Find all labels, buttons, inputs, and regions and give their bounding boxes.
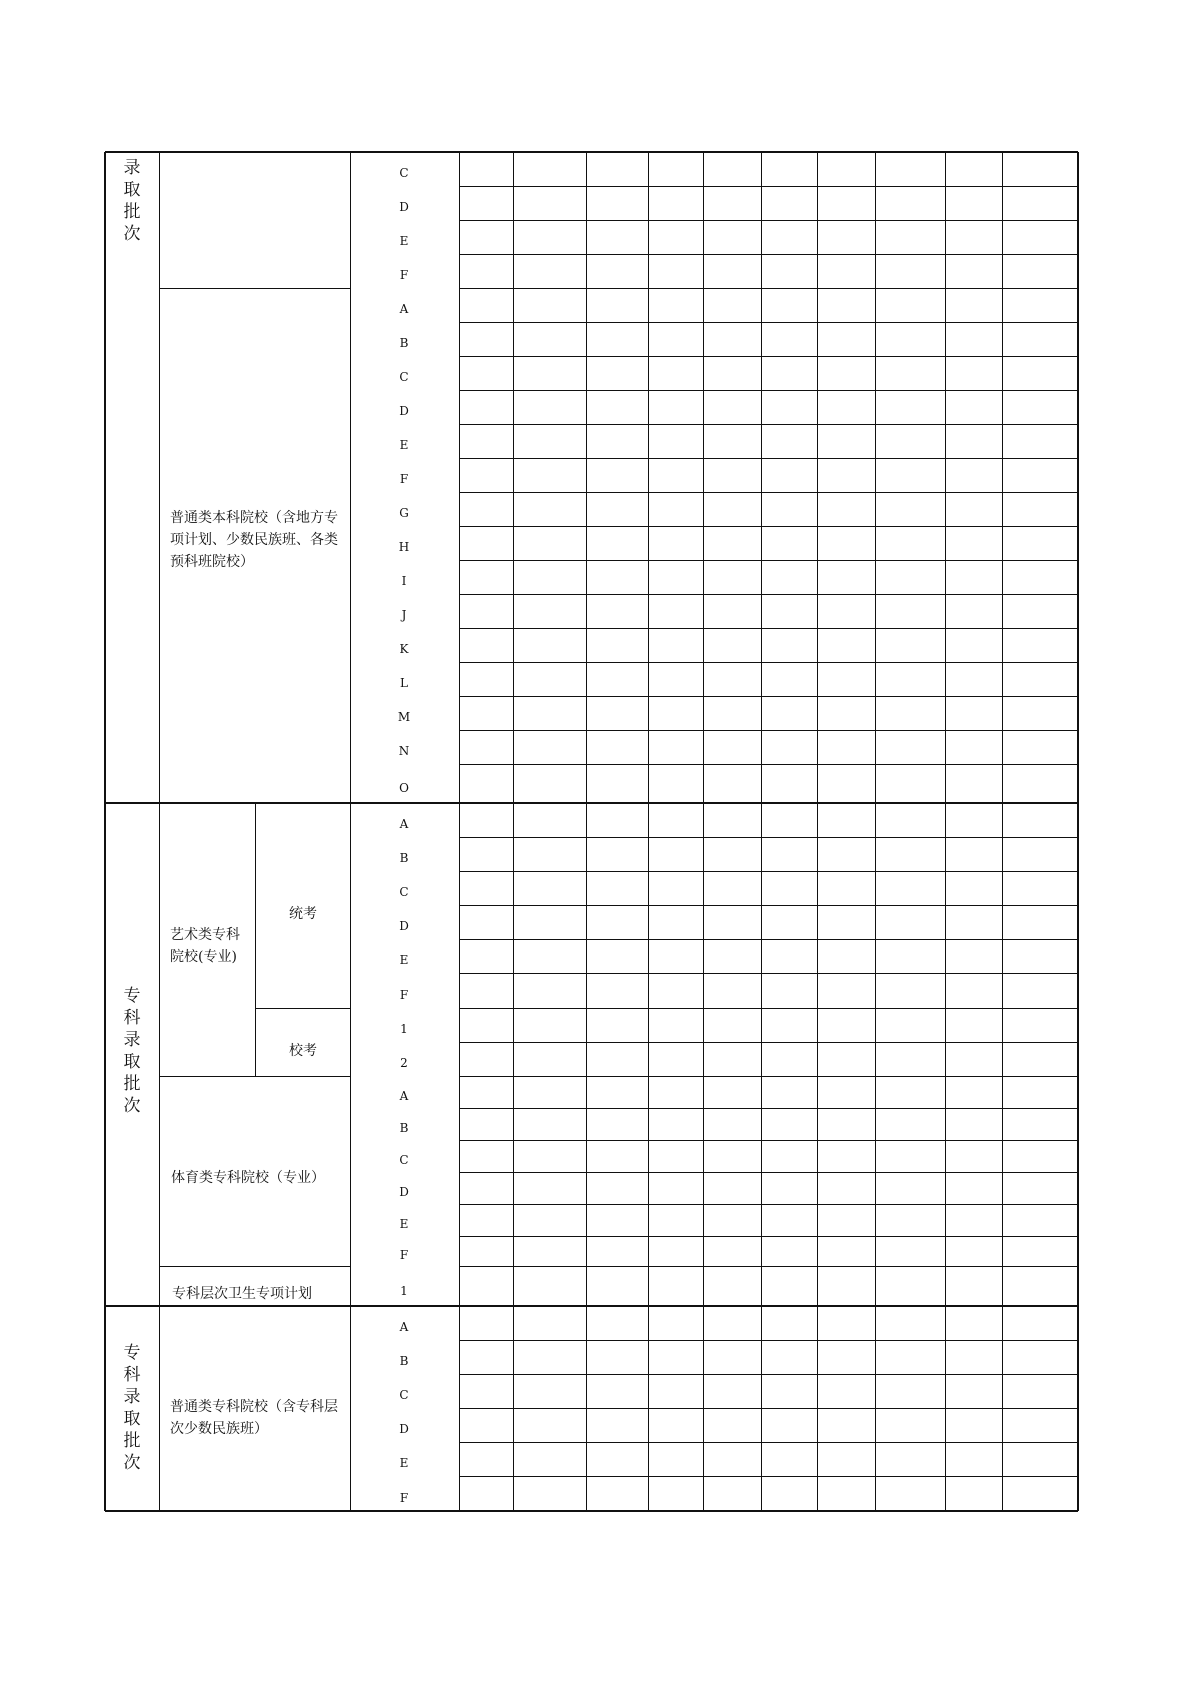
row-border [159,1266,350,1267]
code-cell: B [399,1354,409,1369]
code-cell: E [399,438,409,453]
section-title-char: 科 [123,1008,141,1028]
section-title-char: 专 [123,1343,141,1363]
row-border [459,1172,1078,1173]
row-border [159,1076,350,1077]
row-border [459,1408,1078,1409]
subgroup-label: 统考 [289,906,317,922]
code-cell: E [399,234,409,249]
row-border [459,837,1078,838]
section-title-char: 科 [123,1365,141,1385]
code-cell: N [398,744,410,759]
row-border [459,696,1078,697]
section-title-char: 专 [123,986,141,1006]
row-border [459,628,1078,629]
section-title-char: 次 [123,1453,141,1473]
row-border [459,1442,1078,1443]
row-border [459,1266,1078,1267]
row-border [459,458,1078,459]
row-border [459,322,1078,323]
row-border [105,1305,1078,1307]
group-label: 体育类专科院校（专业） [171,1170,325,1186]
section-title-char: 取 [123,1052,141,1072]
section-title-char: 录 [123,158,141,178]
code-cell: E [399,1216,409,1231]
row-border [255,1008,350,1009]
row-border [459,594,1078,595]
row-border [459,1340,1078,1341]
row-border [459,973,1078,974]
row-border [459,492,1078,493]
code-cell: I [401,574,407,589]
row-border [459,390,1078,391]
code-cell: H [398,540,410,555]
code-cell: B [399,851,409,866]
code-cell: K [399,642,409,657]
code-cell: D [399,200,409,215]
code-cell: A [399,1088,409,1103]
code-cell: F [399,268,409,283]
code-cell: E [399,953,409,968]
row-border [459,220,1078,221]
section-title-char: 批 [123,1074,141,1094]
code-cell: D [399,404,409,419]
code-cell: O [399,781,409,796]
section-title-char: 录 [123,1030,141,1050]
row-border [459,905,1078,906]
row-border [459,1236,1078,1237]
row-border [459,1204,1078,1205]
section-title-char: 批 [123,202,141,222]
group-label: 专科层次卫生专项计划 [172,1286,312,1302]
section-title-char: 取 [123,1409,141,1429]
code-cell: F [399,1247,409,1262]
section-title-char: 次 [123,224,141,244]
row-border [459,1008,1078,1009]
row-border [459,560,1078,561]
row-border [459,1108,1078,1109]
code-cell: C [399,1152,409,1167]
code-cell: M [397,710,411,725]
row-border [459,186,1078,187]
code-cell: 2 [400,1056,408,1071]
group-label: 普通类本科院校（含地方专项计划、少数民族班、各类预科班院校） [170,510,338,570]
row-border [459,1076,1078,1077]
row-border [459,424,1078,425]
row-border [459,1511,1078,1512]
column-border [104,152,106,1511]
code-cell: D [399,919,409,934]
code-cell: F [399,472,409,487]
code-cell: C [399,1388,409,1403]
column-border [255,803,256,1076]
row-border [459,356,1078,357]
code-cell: 1 [400,1022,408,1037]
code-cell: A [399,1320,409,1335]
row-border [105,802,1078,804]
row-border [459,1140,1078,1141]
section-title-char: 次 [123,1096,141,1116]
code-cell: A [399,302,409,317]
group-label: 艺术类专科院校(专业) [170,927,240,965]
code-cell: B [399,1120,409,1135]
code-cell: C [399,370,409,385]
code-cell: J [401,608,407,623]
code-cell: L [400,676,408,691]
row-border [459,730,1078,731]
code-cell: 1 [400,1283,408,1298]
row-border [459,526,1078,527]
row-border [459,1476,1078,1477]
subgroup-label: 校考 [289,1043,317,1059]
code-cell: E [399,1456,409,1471]
code-cell: F [399,1490,409,1505]
column-border [350,152,351,1511]
row-border [459,1042,1078,1043]
code-cell: C [399,885,409,900]
code-cell: G [399,506,409,521]
column-border [159,152,160,1511]
section-title-char: 录 [123,1387,141,1407]
section-title-char: 批 [123,1431,141,1451]
code-cell: C [399,166,409,181]
row-border [159,288,350,289]
section-title-char: 取 [123,180,141,200]
code-cell: D [399,1184,409,1199]
code-cell: F [399,987,409,1002]
code-cell: A [399,817,409,832]
code-cell: D [399,1422,409,1437]
row-border [459,288,1078,289]
row-border [459,1374,1078,1375]
row-border [459,254,1078,255]
row-border [459,939,1078,940]
row-border [459,871,1078,872]
row-border [459,764,1078,765]
row-border [459,662,1078,663]
group-label: 普通类专科院校（含专科层次少数民族班） [170,1399,338,1437]
code-cell: B [399,336,409,351]
row-border [105,151,1078,153]
